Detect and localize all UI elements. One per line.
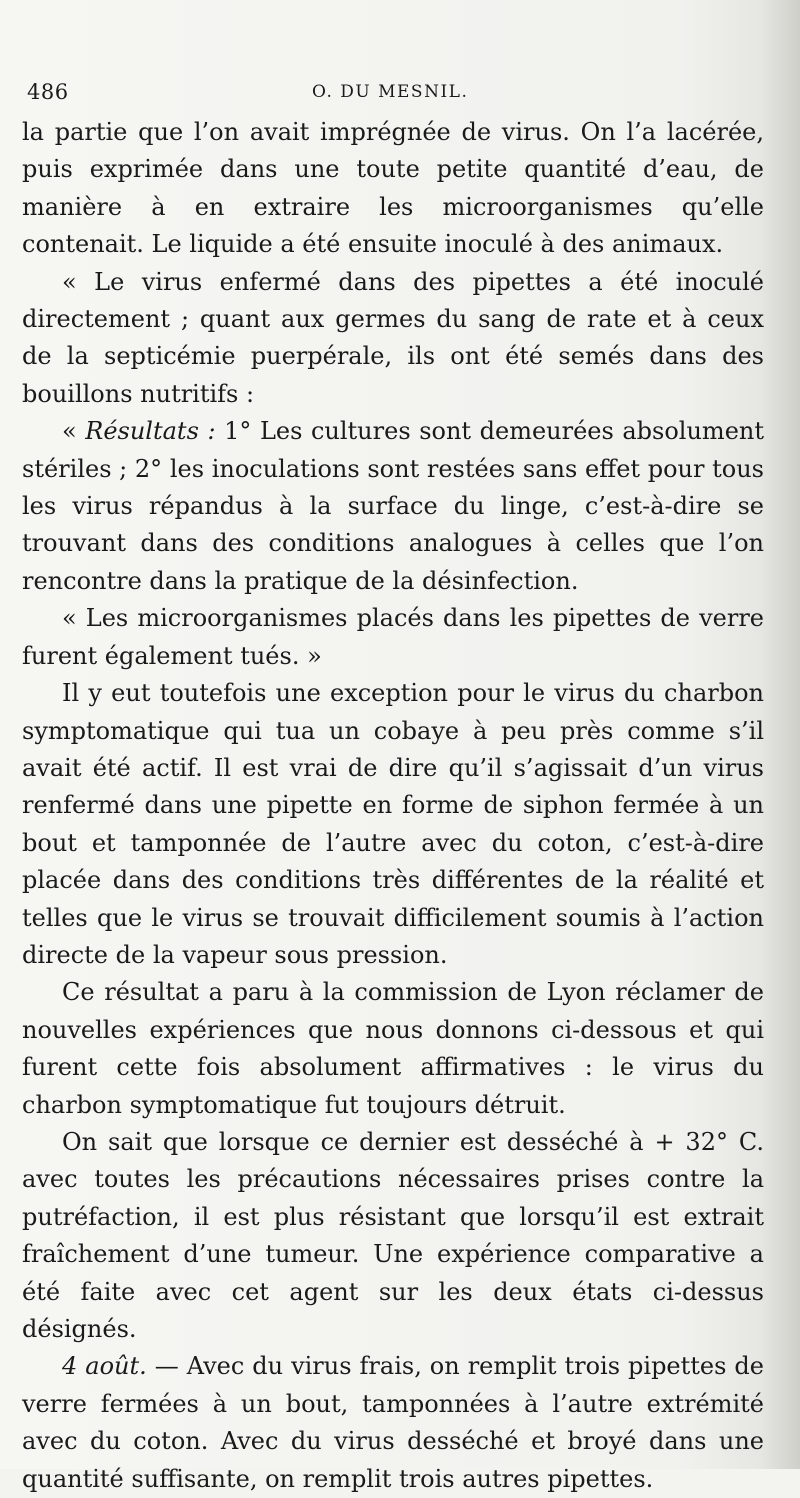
paragraph-8-text: — Avec du virus frais, on remplit trois pipettes de verre fermées à un bout, tamponnées à l’autre extrémité avec du coton. Avec du virus desséché et broyé dans une quantité suffisante, on remplit trois autres pipettes. (22, 1352, 764, 1493)
paragraph-1: la partie que l’on avait imprégnée de virus. On l’a lacérée, puis exprimée dans une toute petite quantité d’eau, de manière à en extraire les microorganismes qu’elle contenait. Le liquide a été ensuite inoculé à des animaux. (22, 118, 764, 259)
paragraph-6: Ce résultat a paru à la commission de Lyon réclamer de nouvelles expériences que nous donnons ci-dessous et qui furent cette fois absolument affirmatives : le virus du charbon symptomatique fut toujours détruit. (22, 978, 764, 1119)
paragraph-5: Il y eut toutefois une exception pour le virus du charbon symptomatique qui tua un cobaye à peu près comme s’il avait été actif. Il est vrai de dire qu’il s’agissait d’un virus renfermé dans une pipette en forme de siphon fermée à un bout et tamponnée de l’autre avec du coton, c’est-à-dire placée dans des conditions très différentes de la réalité et telles que le virus se trouvait difficilement soumis à l’action directe de la vapeur sous pression. (22, 679, 764, 969)
paragraph-4: « Les microorganismes placés dans les pipettes de verre furent également tués. » (22, 604, 764, 670)
paragraph-8 (22, 1348, 764, 1498)
date-heading: 4 août. (62, 1352, 147, 1381)
paragraph-3 (22, 413, 764, 600)
page-header (27, 80, 767, 114)
running-head: O. DU MESNIL. (312, 82, 469, 102)
paragraph-7: On sait que lorsque ce dernier est desséché à + 32° C. avec toutes les précautions nécessaires prises contre la putréfaction, il est plus résistant que lorsqu’il est extrait fraîchement d’une tumeur. Une expérience comparative a été faite avec cet agent sur les deux états ci-dessus désignés. (22, 1127, 764, 1343)
paragraph-3-text: 1° Les cultures sont demeurées absolument stériles ; 2° les inoculations sont restées sans effet pour tous les virus répandus à la surface du linge, c’est-à-dire se trouvant dans des conditions analogues à celles que l’on rencontre dans la pratique de la désinfection. (22, 417, 764, 595)
page-number: 486 (27, 80, 69, 104)
paragraph-2: « Le virus enfermé dans des pipettes a été inoculé directement ; quant aux germes du sang de rate et à ceux de la septicémie puerpérale, ils ont été semés dans des bouillons nutritifs : (22, 267, 764, 408)
body-text (22, 114, 764, 1498)
results-heading: Résultats : (85, 417, 216, 446)
quote-mark: « (62, 417, 86, 446)
